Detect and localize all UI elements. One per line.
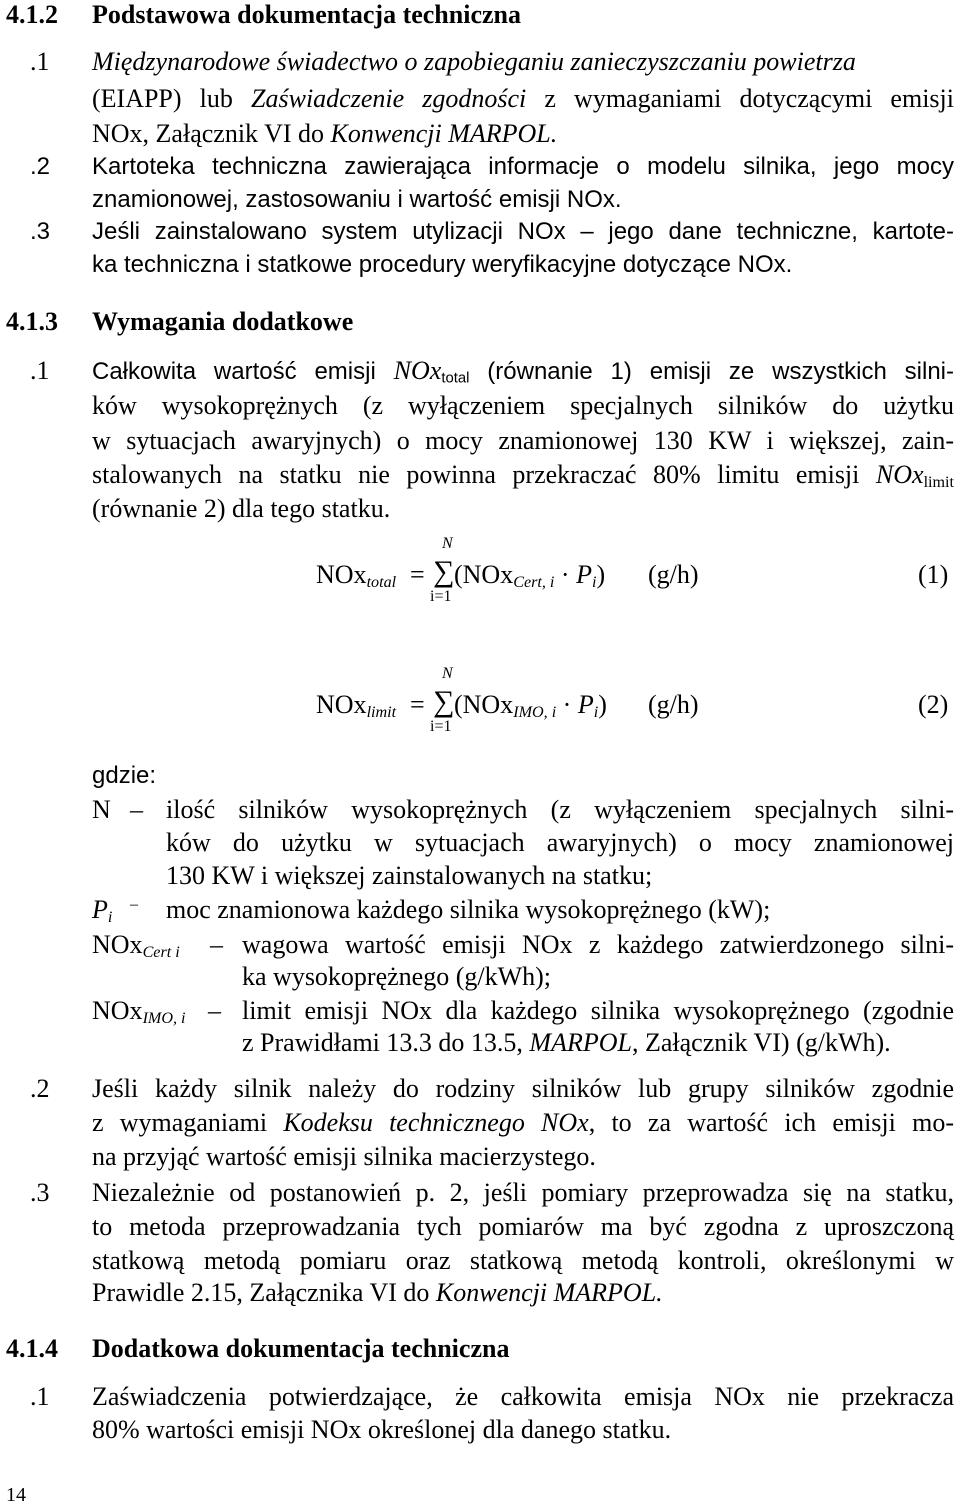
definition-text: moc znamionowa każdego silnika wysokoprężnego (kW);: [166, 895, 771, 924]
definition-dash: –: [210, 930, 223, 959]
page-number: 14: [6, 1484, 26, 1506]
equation-label: (2): [918, 690, 949, 719]
text-line: Jeśli każdy silnik należy do rodziny silników lub grupy silników zgodnie: [92, 1074, 954, 1103]
item-number: .3: [30, 218, 51, 245]
section-number-4-1-2: 4.1.2: [6, 0, 58, 29]
sum-upper-limit: N: [442, 535, 453, 552]
section-title-4-1-2: Podstawowa dokumentacja techniczna: [92, 0, 521, 29]
text-line: na przyjąć wartość emisji silnika macierzystego.: [92, 1142, 596, 1171]
text-line: NOx, Załącznik VI do Konwencji MARPOL.: [92, 119, 558, 148]
section-title-4-1-4: Dodatkowa dokumentacja techniczna: [92, 1334, 510, 1363]
item-number: .2: [30, 153, 51, 180]
definition-text: limit emisji NOx dla każdego silnika wysokoprężnego (zgodnie: [242, 996, 954, 1025]
definition-text: ilość silników wysokoprężnych (z wyłączeniem specjalnych silni-: [166, 795, 954, 824]
sum-icon: ∑: [433, 555, 455, 588]
definition-text: z Prawidłami 13.3 do 13.5, MARPOL, Załącznik VI) (g/kWh).: [242, 1028, 891, 1057]
section-number-4-1-3: 4.1.3: [6, 307, 58, 336]
text-line: Zaświadczenia potwierdzające, że całkowita emisja NOx nie przekracza: [92, 1382, 954, 1411]
definition-dash: –: [130, 896, 138, 913]
text-line: z wymaganiami Kodeksu technicznego NOx, to za wartość ich emisji mo-: [92, 1108, 954, 1137]
equals-sign: =: [410, 690, 425, 719]
sum-lower-limit: i=1: [430, 588, 452, 605]
text-line: Jeśli zainstalowano system utylizacji NOx – jego dane techniczne, kartote-: [92, 218, 954, 245]
text-line: ka techniczna i statkowe procedury weryfikacyjne dotyczące NOx.: [92, 251, 793, 278]
equation-rhs: $(NOx_{Cert, i} \cdot P_i)$: [454, 560, 606, 592]
text-line: ków wysokoprężnych (z wyłączeniem specjalnych silników do użytku: [92, 391, 954, 420]
definition-symbol: NOx$_{Cert i}$: [92, 930, 180, 962]
text-line: znamionowej, zastosowaniu i wartość emisji NOx.: [92, 186, 622, 213]
equation-rhs: $(NOx_{IMO, i} \cdot P_i)$: [454, 690, 607, 722]
item-number: .1: [30, 356, 50, 385]
text-line: Prawidle 2.15, Załącznika VI do Konwencji MARPOL.: [92, 1278, 663, 1307]
where-label: gdzie:: [92, 762, 157, 789]
equation-lhs: NOx$_{total}$: [316, 560, 397, 592]
text-line: w sytuacjach awaryjnych) o mocy znamionowej 130 KW i większej, zain-: [92, 426, 954, 455]
definition-text: ków do użytku w sytuacjach awaryjnych) o mocy znamionowej: [166, 828, 954, 857]
sum-lower-limit: i=1: [430, 718, 452, 735]
text-line: to metoda przeprowadzania tych pomiarów ma być zgodna z uproszczoną: [92, 1212, 954, 1241]
sum-icon: ∑: [433, 685, 455, 718]
item-number: .2: [30, 1074, 50, 1103]
item-number: .3: [30, 1178, 50, 1207]
text-line: (EIAPP) lub Zaświadczenie zgodności z wymaganiami dotyczącymi emisji: [92, 84, 954, 113]
definition-dash: –: [208, 996, 221, 1025]
item-number: .1: [30, 47, 50, 76]
text-line: Międzynarodowe świadectwo o zapobieganiu zanieczyszczaniu powietrza: [92, 47, 856, 76]
item-number: .1: [30, 1382, 50, 1411]
equation-label: (1): [918, 560, 949, 589]
definition-symbol: $P_i$: [92, 895, 113, 927]
definition-symbol: N: [92, 795, 111, 824]
equation-lhs: NOx$_{limit}$: [316, 690, 397, 722]
text-line: stalowanych na statku nie powinna przekraczać 80% limitu emisji NOx$_{limit}$: [92, 460, 954, 492]
definition-dash: –: [130, 795, 143, 824]
equation-unit: (g/h): [648, 690, 699, 719]
section-title-4-1-3: Wymagania dodatkowe: [92, 307, 354, 336]
definition-text: ka wysokoprężnego (g/kWh);: [242, 962, 552, 991]
text-line: Kartoteka techniczna zawierająca informacje o modelu silnika, jego mocy: [92, 153, 954, 180]
section-number-4-1-4: 4.1.4: [6, 1334, 58, 1363]
definition-text: wagowa wartość emisji NOx z każdego zatwierdzonego silni-: [242, 930, 954, 959]
text-line: Całkowita wartość emisji NOx$_{total}$ (równanie 1) emisji ze wszystkich silni-: [92, 356, 954, 387]
equation-unit: (g/h): [648, 560, 699, 589]
text-line: (równanie 2) dla tego statku.: [92, 494, 391, 523]
equals-sign: =: [410, 560, 425, 589]
text-line: statkową metodą pomiaru oraz statkową metodą kontroli, określonymi w: [92, 1246, 954, 1275]
definition-text: 130 KW i większej zainstalowanych na statku;: [166, 861, 653, 890]
text-line: Niezależnie od postanowień p. 2, jeśli pomiary przeprowadza się na statku,: [92, 1178, 954, 1207]
text-line: 80% wartości emisji NOx określonej dla danego statku.: [92, 1415, 672, 1444]
definition-symbol: NOx$_{IMO, i}$: [92, 996, 186, 1028]
sum-upper-limit: N: [442, 665, 453, 682]
